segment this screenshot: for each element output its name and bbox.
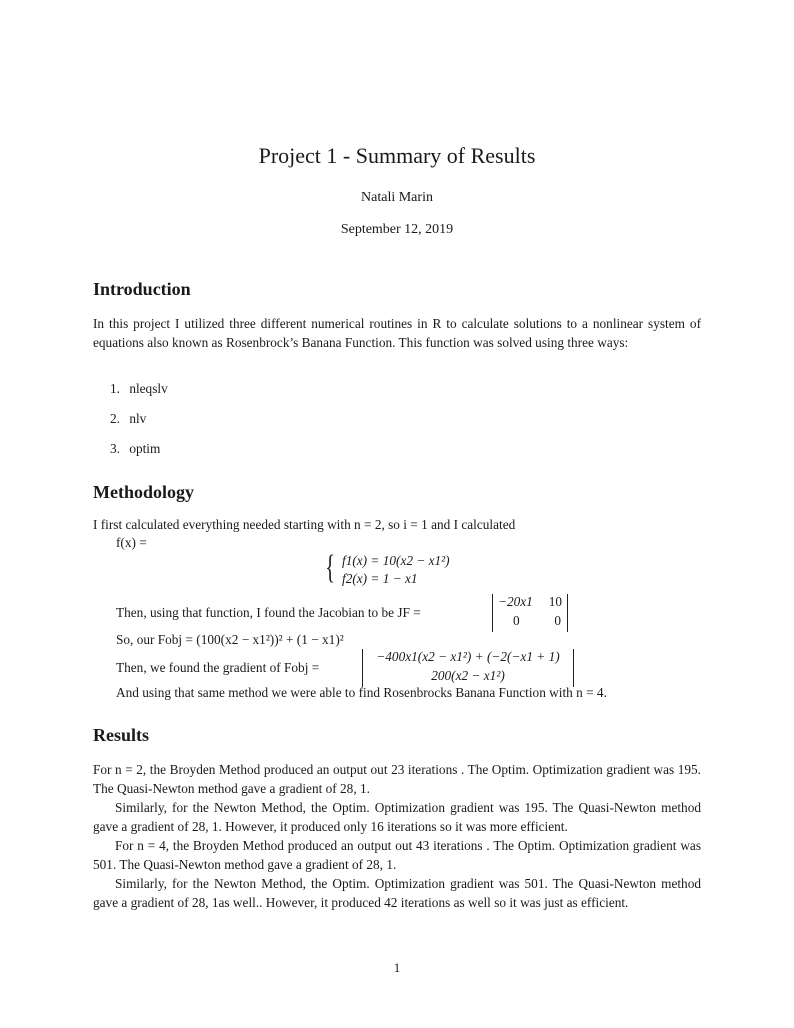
document-author: Natali Marin bbox=[361, 190, 433, 205]
gradient-row-1: −400x1(x2 − x1²) + (−2(−x1 + 1) bbox=[376, 649, 560, 664]
page-number: 1 bbox=[393, 960, 401, 975]
section-heading-results: Results bbox=[93, 725, 150, 745]
jacobian-r1c2: 10 bbox=[548, 594, 562, 609]
fobj-text: So, our Fobj = (100(x2 − x1²))² + (1 − x1)² bbox=[116, 632, 344, 647]
section-heading-methodology: Methodology bbox=[93, 482, 194, 502]
section-heading-introduction: Introduction bbox=[93, 279, 191, 299]
list-item-number: 3. bbox=[110, 441, 120, 456]
gradient-text: Then, we found the gradient of Fobj = bbox=[116, 660, 320, 675]
methodology-closing: And using that same method we were able to find Rosenbrocks Banana Function with n = 4. bbox=[116, 685, 607, 700]
list-item-label: nleqslv bbox=[129, 381, 168, 396]
list-item-number: 2. bbox=[110, 411, 120, 426]
document-title: Project 1 - Summary of Results bbox=[258, 143, 536, 168]
system-equation-1: f1(x) = 10(x2 − x1²) bbox=[342, 553, 450, 568]
jacobian-matrix bbox=[492, 594, 568, 632]
list-item-label: nlv bbox=[129, 411, 147, 426]
list-item-number: 1. bbox=[110, 381, 120, 396]
results-paragraph-4: Similarly, for the Newton Method, the Optim. Optimization gradient was 501. The Quasi-Newton method gave a gradient of 28, 1as well.. However, it produced 42 iterations as well so it was just as efficient. bbox=[93, 876, 701, 910]
methodology-intro-line: I first calculated everything needed starting with n = 2, so i = 1 and I calculated bbox=[93, 517, 516, 532]
gradient-vector bbox=[362, 649, 574, 687]
results-paragraph-3: For n = 4, the Broyden Method produced an output out 43 iterations . The Optim. Optimization gradient was 501. The Quasi-Newton method gave a gradient of 28, 1. bbox=[93, 838, 701, 872]
jacobian-text: Then, using that function, I found the Jacobian to be JF = bbox=[116, 605, 421, 620]
results-paragraph bbox=[93, 760, 701, 912]
left-brace-symbol: { bbox=[325, 549, 336, 586]
list-item bbox=[110, 381, 168, 397]
jacobian-r2c2: 0 bbox=[554, 613, 561, 628]
list-item bbox=[110, 441, 160, 457]
document-date: September 12, 2019 bbox=[340, 222, 454, 237]
results-paragraph-1: For n = 2, the Broyden Method produced an output out 23 iterations . The Optim. Optimization gradient was 195. The Quasi-Newton method gave a gradient of 28, 1. bbox=[93, 762, 701, 796]
results-paragraph-2: Similarly, for the Newton Method, the Optim. Optimization gradient was 195. The Quasi-Newton method gave a gradient of 28, 1. However, it produced only 16 iterations so it was more efficient. bbox=[93, 800, 701, 834]
system-equation-2: f2(x) = 1 − x1 bbox=[342, 571, 418, 586]
gradient-row-2: 200(x2 − x1²) bbox=[431, 668, 505, 683]
jacobian-r1c1: −20x1 bbox=[498, 594, 533, 609]
jacobian-r2c1: 0 bbox=[513, 613, 520, 628]
fx-label: f(x) = bbox=[116, 535, 147, 550]
list-item bbox=[110, 411, 146, 427]
introduction-paragraph: In this project I utilized three different numerical routines in R to calculate solutions to a nonlinear system of equations also known as Rosenbrock’s Banana Function. This function was solved using three ways: bbox=[93, 316, 701, 350]
list-item-label: optim bbox=[129, 441, 161, 456]
